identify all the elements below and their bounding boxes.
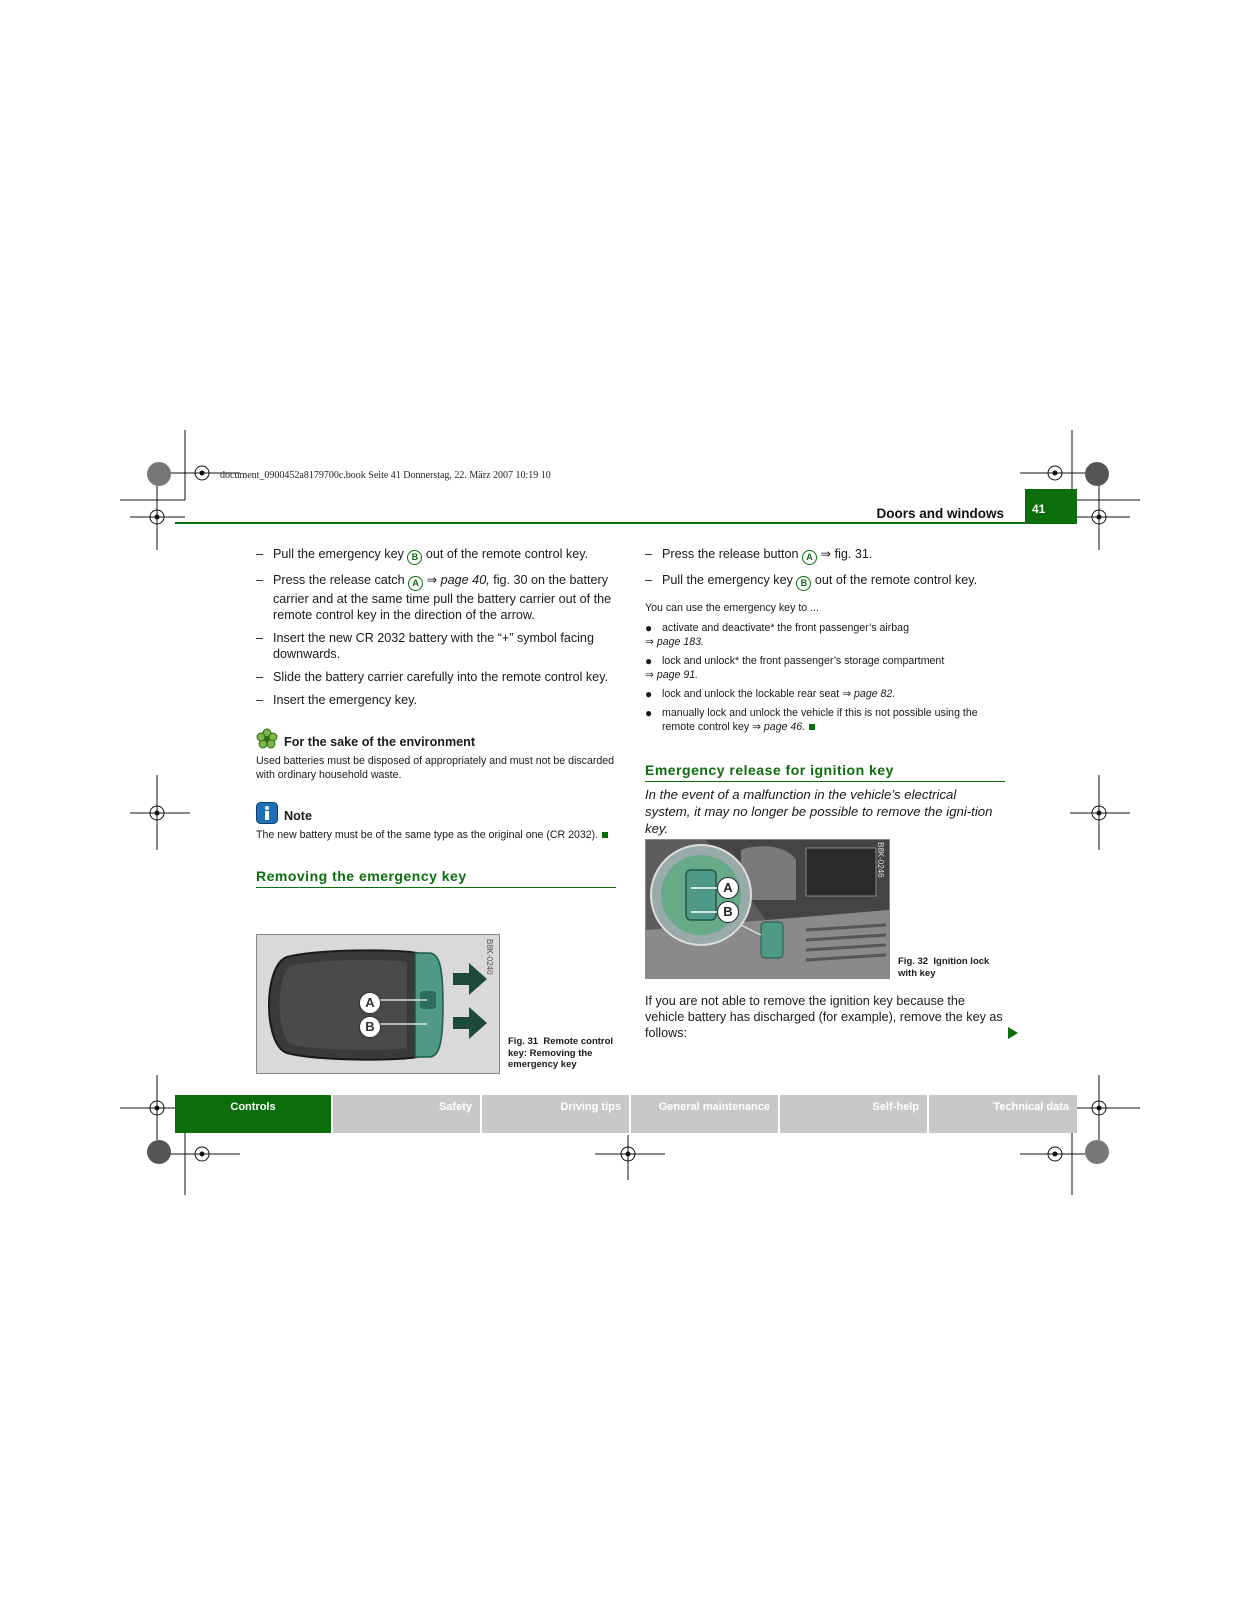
tab-general-maintenance[interactable]: General maintenance <box>631 1095 778 1133</box>
figure-32 <box>645 839 890 979</box>
page-number-box <box>1025 489 1077 523</box>
page-ref-link[interactable]: page 183. <box>656 636 704 648</box>
header-rule <box>175 522 1077 524</box>
step-item: – Pull the emergency key B out of the remote control key. <box>256 546 616 565</box>
list-item: ● activate and deactivate* the front passenger’s airbag ⇒ page 183. <box>645 621 909 648</box>
callout-b: B <box>407 550 422 565</box>
figure-32-label-a: A <box>717 877 739 899</box>
step-item: – Pull the emergency key B out of the remote control key. <box>645 572 1005 591</box>
end-mark <box>809 724 815 730</box>
ignition-lock-illustration <box>646 840 889 978</box>
chapter-title: Doors and windows <box>876 506 1004 521</box>
uses-intro: You can use the emergency key to ... <box>645 602 819 614</box>
note-title: Note <box>284 809 312 823</box>
info-icon <box>256 802 278 824</box>
page-ref-link[interactable]: page 46. <box>763 721 806 733</box>
page-number: 41 <box>1032 502 1046 516</box>
continue-arrow-icon <box>1008 1027 1018 1039</box>
tab-safety[interactable]: Safety <box>333 1095 480 1133</box>
closing-paragraph: If you are not able to remove the ignition key because the vehicle battery has discharged (for example), remove the key as follows: <box>645 994 1003 1040</box>
tab-controls[interactable]: Controls <box>175 1095 331 1133</box>
step-item: – Press the release catch A ⇒ page 40, fig. 30 on the battery carrier and at the same time pull the battery carrier out of the remote control key in the direction of the arrow. <box>256 573 612 622</box>
list-item: ● lock and unlock the lockable rear seat ⇒ page 82. <box>645 687 896 701</box>
right-column <box>645 546 1005 837</box>
page-ref-link[interactable]: page 91. <box>656 669 699 681</box>
environment-note-title: For the sake of the environment <box>284 735 476 749</box>
tab-driving-tips[interactable]: Driving tips <box>482 1095 629 1133</box>
step-item: – Insert the new CR 2032 battery with the “+” symbol facing downwards. <box>256 631 594 661</box>
step-item: – Insert the emergency key. <box>256 693 417 707</box>
flower-icon <box>256 728 278 750</box>
section-intro: In the event of a malfunction in the vehicle’s electrical system, it may no longer be possible to remove the igni-tion key. <box>645 787 993 836</box>
figure-31-label-b: B <box>359 1016 381 1038</box>
tab-self-help[interactable]: Self-help <box>780 1095 927 1133</box>
callout-b: B <box>796 576 811 591</box>
page-ref-link[interactable]: page 82. <box>854 688 896 700</box>
end-mark <box>602 832 608 838</box>
footer-tab-bar <box>175 1095 1077 1133</box>
list-item: ● manually lock and unlock the vehicle if this is not possible using the remote control key ⇒ page 46. <box>645 706 978 733</box>
figure-32-code: B8K-0246 <box>876 842 885 878</box>
step-item: – Slide the battery carrier carefully into the remote control key. <box>256 670 609 684</box>
figure-31-caption: Fig. 31 Remote control key: Removing the emergency key <box>508 1036 614 1070</box>
figure-31 <box>256 934 500 1074</box>
figure-31-label-a: A <box>359 992 381 1014</box>
section-title-removing-key: Removing the emergency key <box>256 868 616 888</box>
section-title-emergency-release: Emergency release for ignition key <box>645 762 1005 782</box>
figure-32-caption: Fig. 32 Ignition lock with key <box>898 956 990 979</box>
print-info: document_0900452a8179700c.book Seite 41 Donnerstag, 22. März 2007 10:19 10 <box>220 470 551 481</box>
environment-note <box>256 728 616 782</box>
page-ref-link[interactable]: page 40, <box>440 573 490 587</box>
note-body: The new battery must be of the same type as the original one (CR 2032). <box>256 829 599 841</box>
callout-a: A <box>408 576 423 591</box>
list-item: ● lock and unlock* the front passenger’s storage compartment ⇒ page 91. <box>645 654 945 681</box>
step-item: – Press the release button A ⇒ fig. 31. <box>645 546 1005 565</box>
tab-technical-data[interactable]: Technical data <box>929 1095 1077 1133</box>
environment-note-body: Used batteries must be disposed of appropriately and must not be discarded with ordinary household waste. <box>256 755 615 781</box>
left-column <box>256 546 616 888</box>
callout-a: A <box>802 550 817 565</box>
figure-32-label-b: B <box>717 901 739 923</box>
figure-31-code: B8K-0240 <box>485 939 494 975</box>
note-box <box>256 802 616 842</box>
